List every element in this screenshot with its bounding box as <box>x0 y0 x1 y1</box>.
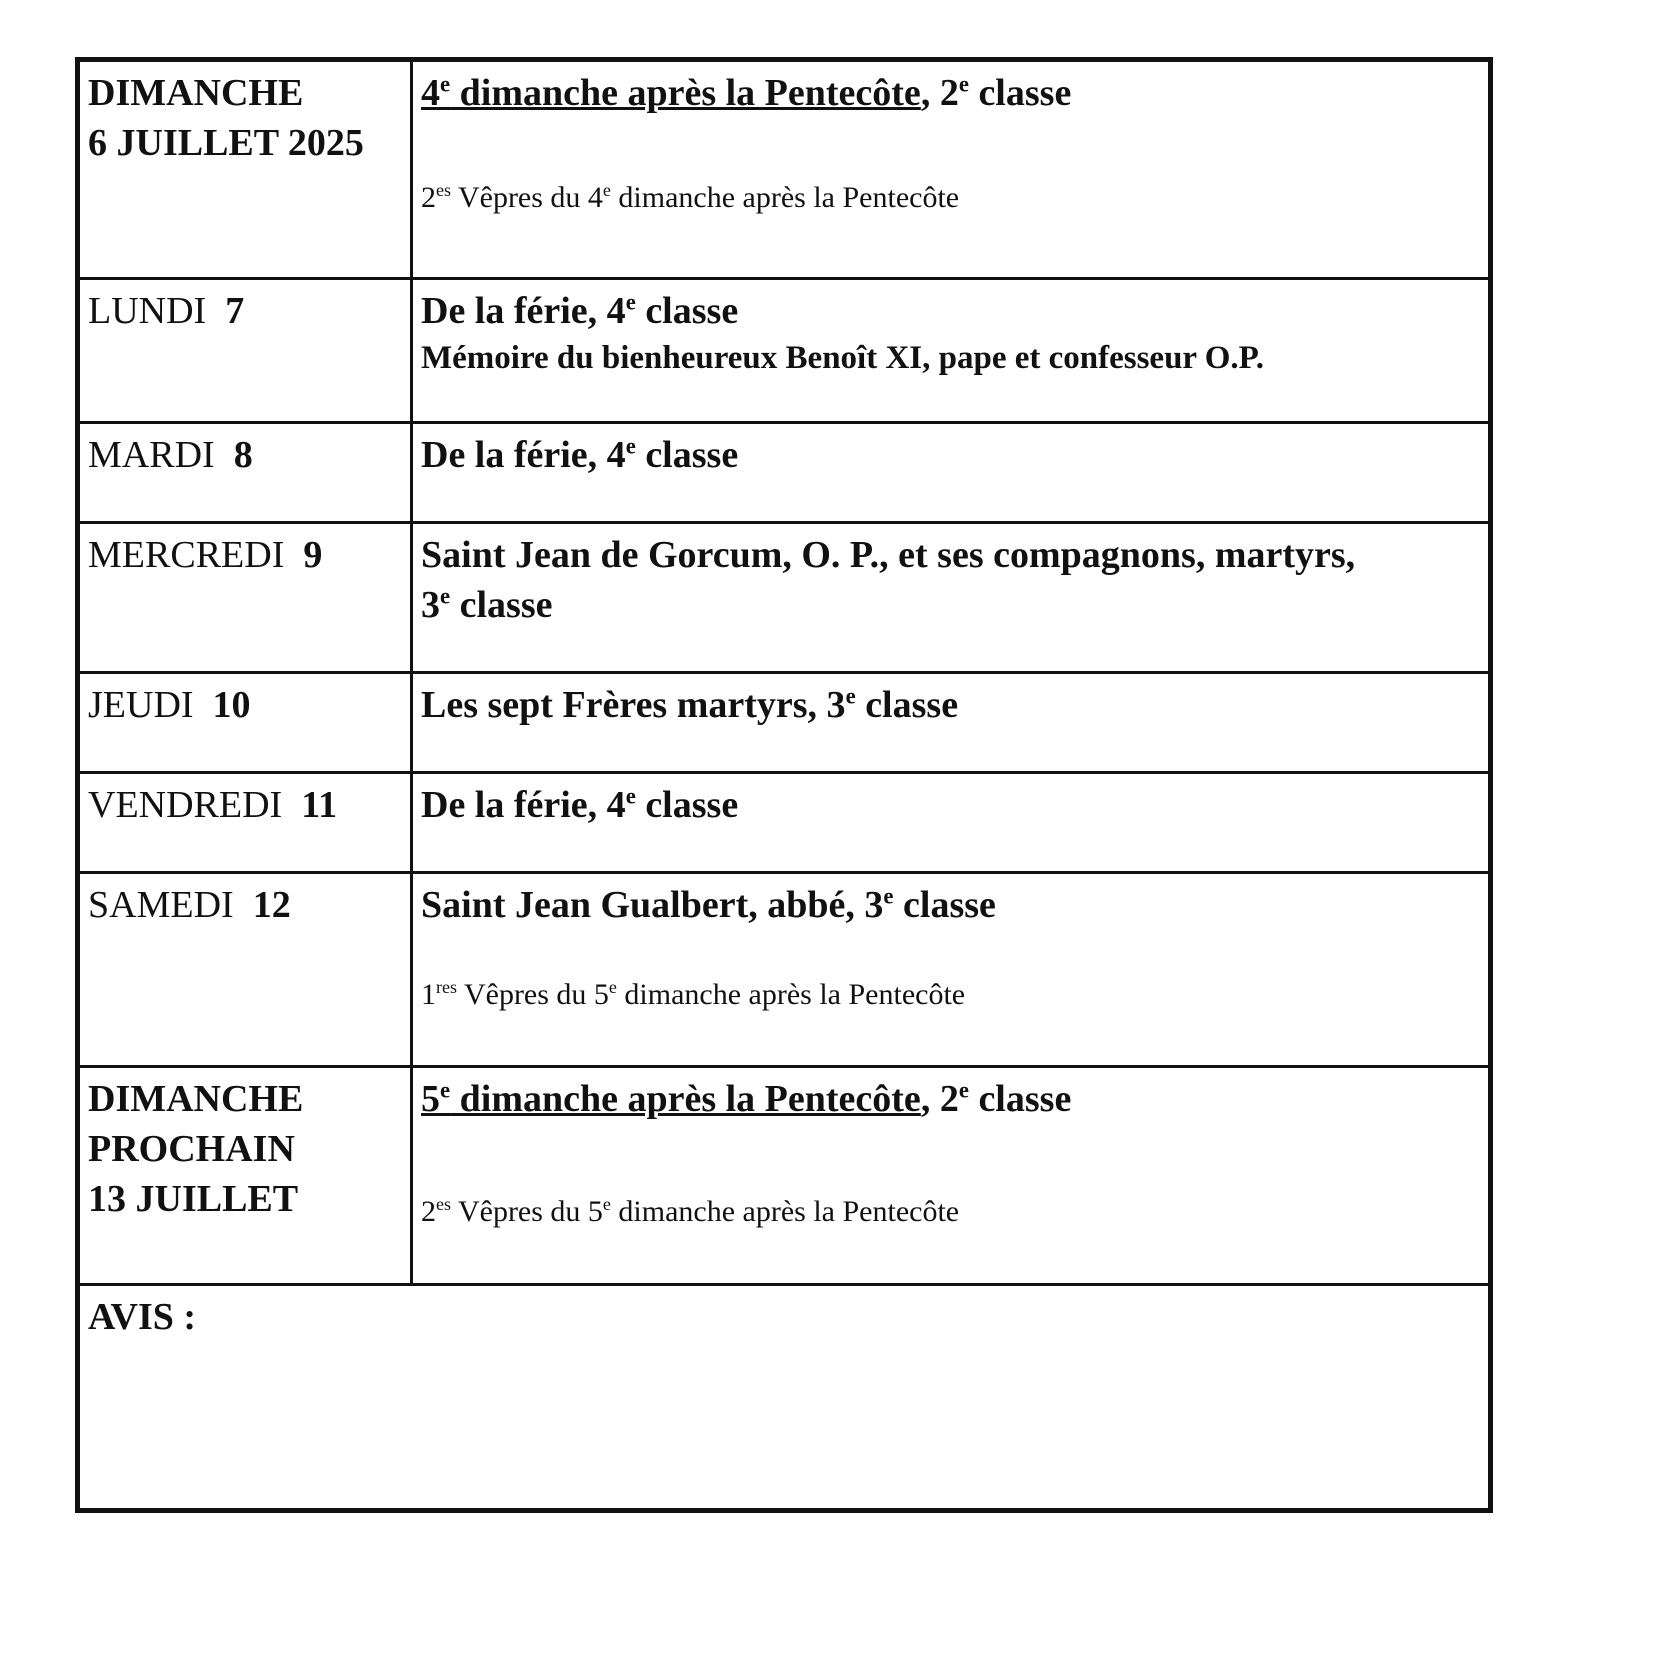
day-cell <box>80 874 413 1065</box>
t: dimanche après la Pentecôte <box>616 978 966 1011</box>
t: classe <box>968 72 1072 114</box>
t: dimanche après la Pentecôte <box>610 1195 960 1228</box>
weekly-schedule-table <box>75 57 1493 1513</box>
t: Saint Jean Gualbert, abbé, 3 <box>421 884 884 926</box>
day-cell <box>80 62 413 277</box>
t: , 2 <box>920 72 959 114</box>
t: De la férie, 4 <box>421 434 626 476</box>
t: res <box>436 977 457 997</box>
avis-label: AVIS : <box>88 1296 197 1338</box>
day-label: MARDI <box>88 434 215 476</box>
t: es <box>436 1194 451 1214</box>
day-label: SAMEDI <box>88 884 234 926</box>
day-number: 12 <box>252 884 291 926</box>
day-cell <box>80 524 413 671</box>
row-avis <box>80 1283 1488 1508</box>
t: e <box>625 783 636 809</box>
day-label: MERCREDI <box>88 534 285 576</box>
t: , 2 <box>920 1078 959 1120</box>
row-monday <box>80 277 1488 421</box>
t: De la férie, 4 <box>421 290 626 332</box>
day-number: 11 <box>301 784 338 826</box>
day-cell <box>80 1068 413 1283</box>
t: e <box>625 289 636 315</box>
t: e <box>602 180 611 200</box>
t: dimanche après la Pentecôte <box>610 181 960 214</box>
day-cell <box>80 774 413 871</box>
t: e <box>625 433 636 459</box>
t: Vêpres du 5 <box>457 978 609 1011</box>
day-cell <box>80 674 413 771</box>
date-label: 6 JUILLET 2025 <box>88 122 364 164</box>
row-next-sunday <box>80 1065 1488 1283</box>
t: es <box>436 180 451 200</box>
t: Vêpres du 5 <box>451 1195 603 1228</box>
celebration-title <box>421 286 1480 336</box>
t: 4 <box>421 72 440 114</box>
t: e <box>845 683 856 709</box>
day-number: 8 <box>233 434 253 476</box>
t: Saint Jean de Gorcum, O. P., et ses compagnons, martyrs, <box>421 534 1356 576</box>
day-number: 7 <box>225 290 245 332</box>
t: dimanche après la Pentecôte <box>450 72 921 114</box>
date-label: 13 JUILLET <box>88 1178 299 1220</box>
celebration-title <box>421 1074 1480 1124</box>
t: classe <box>450 584 553 626</box>
t: e <box>440 71 451 97</box>
celebration-cell <box>413 62 1488 277</box>
celebration-cell <box>413 874 1488 1065</box>
vespers-note <box>421 975 1480 1015</box>
day-label: LUNDI <box>88 290 207 332</box>
t: De la férie, 4 <box>421 784 626 826</box>
t: classe <box>635 784 739 826</box>
t: e <box>608 977 617 997</box>
day-cell <box>80 424 413 521</box>
vespers-note <box>421 1192 1480 1232</box>
celebration-title <box>413 674 1488 771</box>
t: classe <box>635 434 739 476</box>
celebration-title <box>421 880 1480 930</box>
t: dimanche après la Pentecôte <box>450 1078 921 1120</box>
day-label: DIMANCHE <box>88 1078 304 1120</box>
t: e <box>958 71 969 97</box>
row-friday <box>80 771 1488 871</box>
t: classe <box>893 884 996 926</box>
day-label: DIMANCHE <box>88 72 304 114</box>
t: classe <box>635 290 739 332</box>
t: classe <box>855 684 959 726</box>
t: e <box>440 583 451 609</box>
day-number: 10 <box>212 684 251 726</box>
t: e <box>958 1077 969 1103</box>
t: classe <box>968 1078 1072 1120</box>
row-wednesday <box>80 521 1488 671</box>
day-label: JEUDI <box>88 684 194 726</box>
day-cell <box>80 280 413 421</box>
t: 5 <box>421 1078 440 1120</box>
celebration-title <box>413 424 1488 521</box>
row-tuesday <box>80 421 1488 521</box>
commemoration: Mémoire du bienheureux Benoît XI, pape et confesseur O.P. <box>421 340 1265 376</box>
t: 2 <box>421 1195 436 1228</box>
vespers-note <box>421 178 1480 218</box>
t: e <box>602 1194 611 1214</box>
t: 3 <box>421 584 440 626</box>
row-saturday <box>80 871 1488 1065</box>
celebration-title <box>413 774 1488 871</box>
day-number: 9 <box>303 534 323 576</box>
celebration-cell <box>413 280 1488 421</box>
t: 2 <box>421 181 436 214</box>
celebration-title <box>421 68 1480 118</box>
celebration-cell <box>413 1068 1488 1283</box>
t: Vêpres du 4 <box>451 181 603 214</box>
row-thursday <box>80 671 1488 771</box>
celebration-title <box>413 524 1488 671</box>
t: e <box>883 883 894 909</box>
t: e <box>440 1077 451 1103</box>
t: 1 <box>421 978 436 1011</box>
t: Les sept Frères martyrs, 3 <box>421 684 846 726</box>
row-sunday-6 <box>80 62 1488 277</box>
day-label: PROCHAIN <box>88 1128 295 1170</box>
day-label: VENDREDI <box>88 784 283 826</box>
